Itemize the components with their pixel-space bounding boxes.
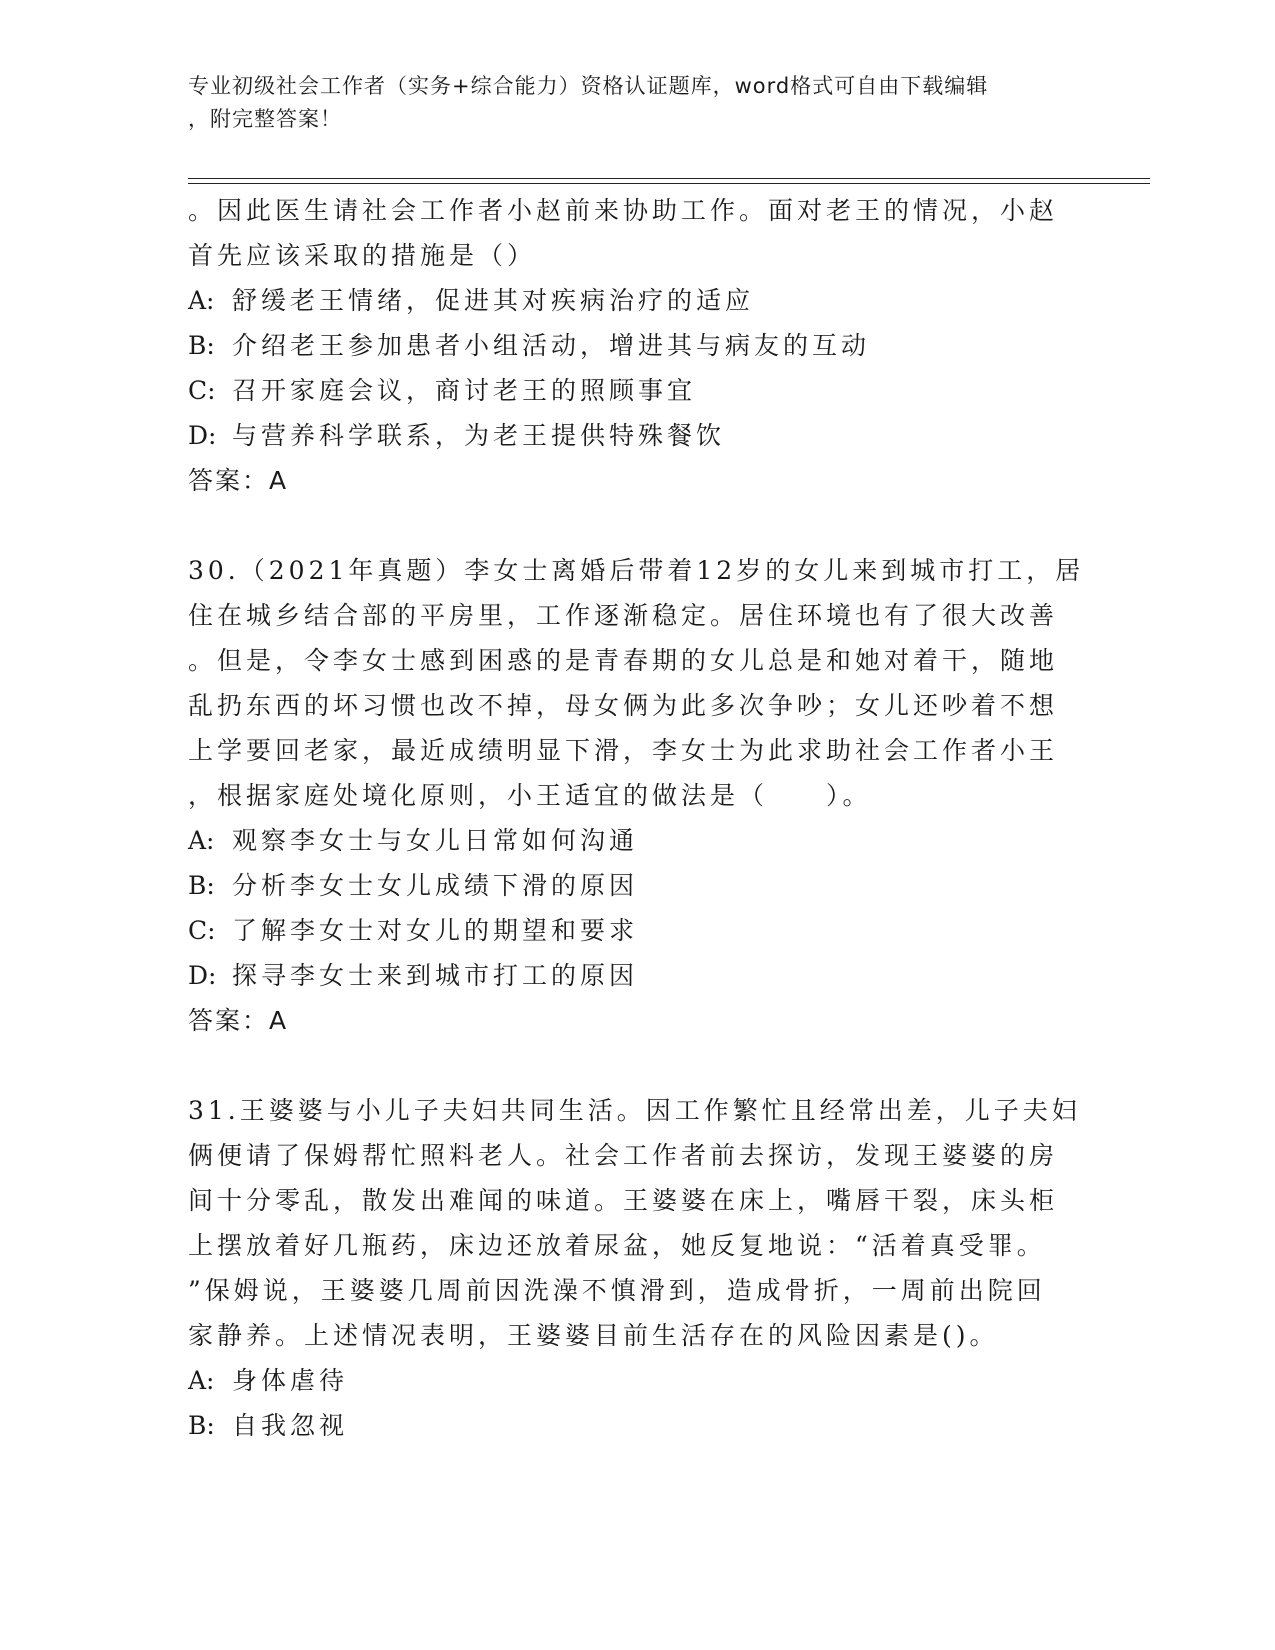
option-key: B: (188, 331, 215, 360)
option-key: D: (188, 961, 217, 990)
header-rule-bottom (188, 183, 1150, 184)
question-31-line-2: 俩便请了保姆帮忙照料老人。社会工作者前去探访，发现王婆婆的房 (188, 1141, 1059, 1170)
header-line-2: ，附完整答案！ (188, 107, 342, 131)
question-30-option-d (188, 953, 1108, 998)
option-key: A: (188, 826, 215, 855)
option-text: 自我忽视 (232, 1411, 349, 1440)
question-31-line-1: 31.王婆婆与小儿子夫妇共同生活。因工作繁忙且经常出差，儿子夫妇 (188, 1096, 1081, 1125)
question-29-line-2: 首先应该采取的措施是（） (188, 241, 537, 270)
header-line-1: 专业初级社会工作者（实务+综合能力）资格认证题库，word格式可自由下载编辑 (188, 74, 989, 98)
question-31 (188, 1088, 1108, 1448)
option-key: D: (188, 421, 217, 450)
option-text: 介绍老王参加患者小组活动，增进其与病友的互动 (232, 331, 871, 360)
spacer (188, 503, 1108, 548)
document-body (188, 188, 1108, 1448)
option-key: C: (188, 376, 216, 405)
option-key: B: (188, 871, 215, 900)
question-30-line-3: 。但是，令李女士感到困惑的是青春期的女儿总是和她对着干，随地 (188, 646, 1059, 675)
option-key: B: (188, 1411, 215, 1440)
question-31-line-4: 上摆放着好几瓶药，床边还放着尿盆，她反复地说：“活着真受罪。 (188, 1231, 1046, 1260)
page-header (188, 70, 1088, 136)
option-text: 了解李女士对女儿的期望和要求 (232, 916, 639, 945)
question-29-line-1: 。因此医生请社会工作者小赵前来协助工作。面对老王的情况，小赵 (188, 196, 1059, 225)
question-30-answer: 答案：A (188, 1006, 289, 1035)
question-30-option-a (188, 818, 1108, 863)
question-30-line-1: 30.（2021年真题）李女士离婚后带着12岁的女儿来到城市打工，居 (188, 556, 1085, 585)
question-29-answer: 答案：A (188, 466, 289, 495)
question-31-line-3: 间十分零乱，散发出难闻的味道。王婆婆在床上，嘴唇干裂，床头柜 (188, 1186, 1059, 1215)
question-30-option-b (188, 863, 1108, 908)
question-29-option-c (188, 368, 1108, 413)
question-30-line-5: 上学要回老家，最近成绩明显下滑，李女士为此求助社会工作者小王 (188, 736, 1059, 765)
option-key: A: (188, 1366, 215, 1395)
header-rule-top (188, 178, 1150, 179)
question-31-line-5: ”保姆说，王婆婆几周前因洗澡不慎滑到，造成骨折，一周前出院回 (188, 1276, 1046, 1305)
option-text: 探寻李女士来到城市打工的原因 (232, 961, 639, 990)
option-text: 舒缓老王情绪，促进其对疾病治疗的适应 (232, 286, 755, 315)
option-key: C: (188, 916, 216, 945)
question-31-line-6: 家静养。上述情况表明，王婆婆目前生活存在的风险因素是()。 (188, 1321, 999, 1350)
question-30-line-4: 乱扔东西的坏习惯也改不掉，母女俩为此多次争吵；女儿还吵着不想 (188, 691, 1059, 720)
option-key: A: (188, 286, 215, 315)
question-29-option-b (188, 323, 1108, 368)
option-text: 分析李女士女儿成绩下滑的原因 (232, 871, 639, 900)
option-text: 召开家庭会议，商讨老王的照顾事宜 (232, 376, 697, 405)
question-29-option-a (188, 278, 1108, 323)
question-30 (188, 548, 1108, 1043)
option-text: 观察李女士与女儿日常如何沟通 (232, 826, 639, 855)
option-text: 与营养科学联系，为老王提供特殊餐饮 (232, 421, 726, 450)
spacer (188, 1043, 1108, 1088)
question-29 (188, 188, 1108, 503)
question-30-line-2: 住在城乡结合部的平房里，工作逐渐稳定。居住环境也有了很大改善 (188, 601, 1059, 630)
question-31-option-a (188, 1358, 1108, 1403)
option-text: 身体虐待 (232, 1366, 349, 1395)
question-29-option-d (188, 413, 1108, 458)
question-30-option-c (188, 908, 1108, 953)
question-31-option-b (188, 1403, 1108, 1448)
question-30-line-6: ，根据家庭处境化原则，小王适宜的做法是（ ）。 (188, 781, 872, 810)
